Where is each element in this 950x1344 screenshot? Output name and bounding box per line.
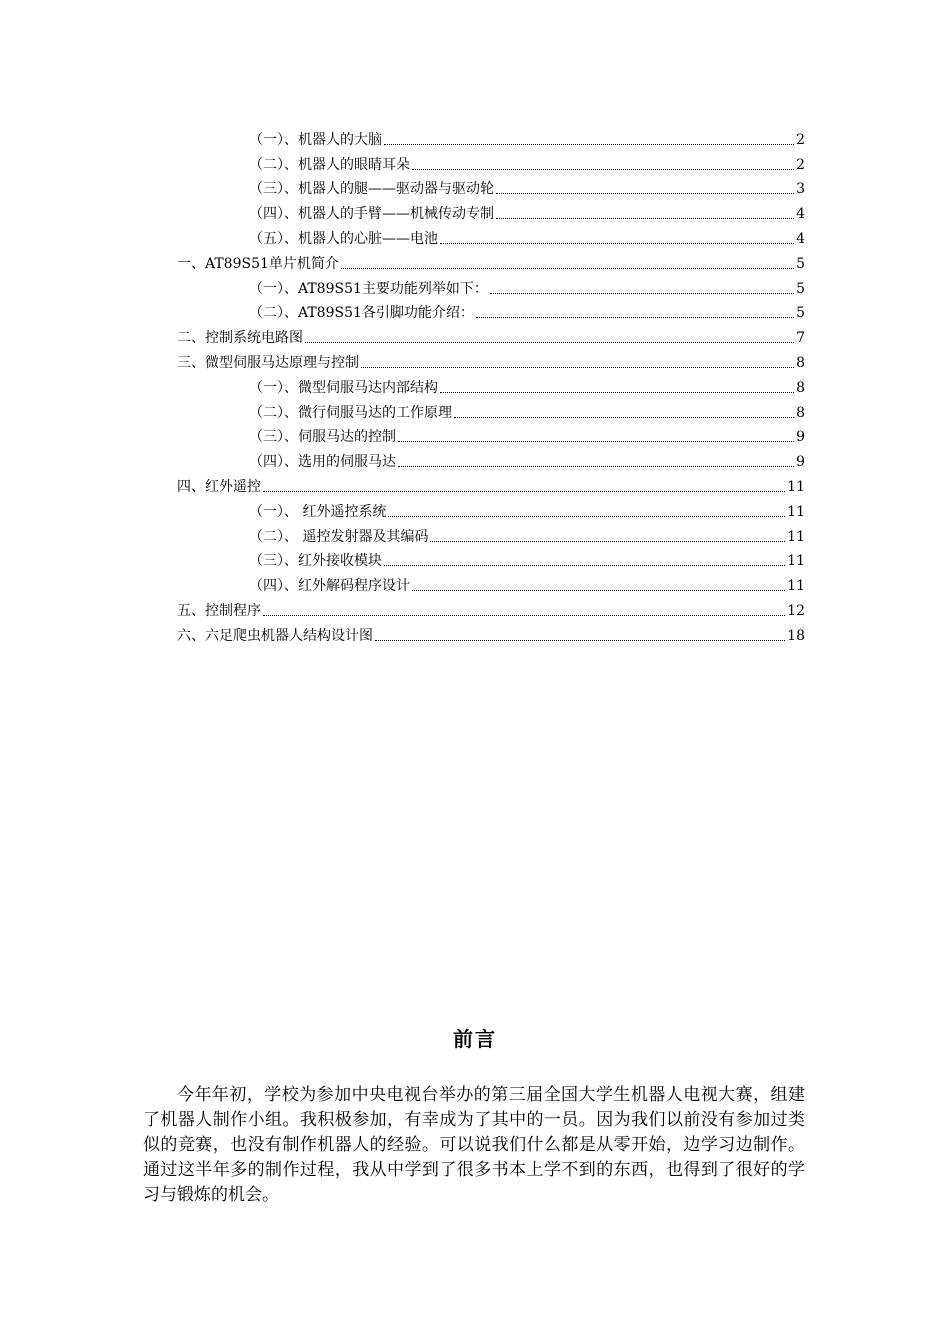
toc-dot-leader — [341, 268, 794, 269]
toc-entry-label: （一）、 红外遥控系统 — [249, 503, 387, 520]
toc-entry[interactable] — [0, 347, 805, 372]
toc-dot-leader — [263, 491, 785, 492]
toc-entry[interactable] — [0, 422, 805, 447]
toc-entry[interactable] — [0, 149, 805, 174]
toc-entry-label: （二）、AT89S51各引脚功能介绍： — [249, 305, 474, 322]
toc-dot-leader — [398, 441, 794, 442]
toc-dot-leader — [412, 590, 785, 591]
toc-entry-label: （一）、微型伺服马达内部结构 — [249, 379, 438, 396]
toc-entry-page-number: 2 — [796, 156, 805, 173]
toc-dot-leader — [490, 293, 794, 294]
toc-entry[interactable] — [0, 496, 805, 521]
toc-entry-page-number: 5 — [796, 280, 805, 297]
toc-entry[interactable] — [0, 620, 805, 645]
toc-entry-page-number: 12 — [787, 602, 805, 619]
toc-entry-page-number: 8 — [796, 404, 805, 421]
toc-dot-leader — [263, 615, 785, 616]
toc-entry-label: （二）、微行伺服马达的工作原理 — [249, 404, 452, 421]
toc-entry-page-number: 8 — [796, 354, 805, 371]
toc-entry-label: （二）、 遥控发射器及其编码 — [249, 528, 429, 545]
toc-entry-label: （三）、伺服马达的控制 — [249, 429, 396, 446]
toc-entry[interactable] — [0, 595, 805, 620]
toc-entry-label: 一、AT89S51单片机简介 — [177, 255, 339, 272]
toc-entry[interactable] — [0, 397, 805, 422]
toc-entry[interactable] — [0, 273, 805, 298]
toc-entry[interactable] — [0, 174, 805, 199]
table-of-contents — [0, 124, 950, 645]
toc-entry-label: 四、红外遥控 — [177, 478, 261, 495]
toc-entry[interactable] — [0, 322, 805, 347]
toc-entry[interactable] — [0, 570, 805, 595]
toc-dot-leader — [496, 218, 794, 219]
toc-entry-page-number: 2 — [796, 131, 805, 148]
toc-entry-label: 五、控制程序 — [177, 602, 261, 619]
toc-entry-page-number: 11 — [787, 503, 805, 520]
toc-entry-page-number: 3 — [796, 181, 805, 198]
toc-entry-page-number: 11 — [787, 478, 805, 495]
toc-dot-leader — [476, 317, 794, 318]
toc-entry-label: （四）、红外解码程序设计 — [249, 578, 410, 595]
toc-entry-page-number: 11 — [787, 578, 805, 595]
toc-dot-leader — [305, 342, 794, 343]
toc-entry-label: （五）、机器人的心脏——电池 — [249, 230, 438, 247]
toc-dot-leader — [440, 243, 794, 244]
toc-entry-page-number: 5 — [796, 255, 805, 272]
toc-entry-page-number: 7 — [796, 330, 805, 347]
toc-dot-leader — [384, 565, 785, 566]
toc-dot-leader — [361, 367, 794, 368]
toc-entry[interactable] — [0, 521, 805, 546]
toc-entry[interactable] — [0, 298, 805, 323]
toc-entry-label: （三）、机器人的腿——驱动器与驱动轮 — [249, 181, 494, 198]
preface-paragraph: 今年年初，学校为参加中央电视台举办的第三届全国大学生机器人电视大赛，组建了机器人制作小组。我积极参加，有幸成为了其中的一员。因为我们以前没有参加过类似的竞赛，也没有制作机器人的经验。可以说我们什么都是从零开始，边学习边制作。通过这半年多的制作过程，我从中学到了很多书本上学不到的东西，也得到了很好的学习与锻炼的机会。 — [143, 1085, 805, 1205]
toc-dot-leader — [384, 144, 794, 145]
toc-dot-leader — [454, 417, 794, 418]
toc-entry[interactable] — [0, 198, 805, 223]
toc-entry-page-number: 11 — [787, 528, 805, 545]
toc-dot-leader — [398, 466, 794, 467]
toc-dot-leader — [496, 193, 794, 194]
toc-entry[interactable] — [0, 223, 805, 248]
toc-entry-label: 三、微型伺服马达原理与控制 — [177, 354, 359, 371]
toc-dot-leader — [412, 169, 794, 170]
toc-entry[interactable] — [0, 248, 805, 273]
toc-entry-label: （二）、机器人的眼睛耳朵 — [249, 156, 410, 173]
toc-entry-label: （四）、选用的伺服马达 — [249, 454, 396, 471]
toc-entry-page-number: 4 — [796, 230, 805, 247]
toc-entry[interactable] — [0, 471, 805, 496]
toc-entry-page-number: 8 — [796, 379, 805, 396]
toc-entry-page-number: 9 — [796, 429, 805, 446]
toc-entry-page-number: 18 — [787, 627, 805, 644]
toc-entry[interactable] — [0, 446, 805, 471]
toc-entry-label: （一）、机器人的大脑 — [249, 131, 382, 148]
toc-dot-leader — [375, 640, 785, 641]
toc-entry-page-number: 11 — [787, 553, 805, 570]
preface-title: 前言 — [453, 1027, 497, 1051]
toc-dot-leader — [440, 392, 794, 393]
toc-entry-page-number: 9 — [796, 454, 805, 471]
toc-entry-label: 六、六足爬虫机器人结构设计图 — [177, 627, 373, 644]
toc-entry-page-number: 4 — [796, 206, 805, 223]
toc-dot-leader — [388, 516, 785, 517]
toc-entry-label: 二、控制系统电路图 — [177, 330, 303, 347]
toc-dot-leader — [430, 541, 785, 542]
toc-entry[interactable] — [0, 124, 805, 149]
toc-entry-page-number: 5 — [796, 305, 805, 322]
toc-entry[interactable] — [0, 372, 805, 397]
toc-entry[interactable] — [0, 546, 805, 571]
toc-entry-label: （三）、红外接收模块 — [249, 553, 382, 570]
toc-entry-label: （一）、AT89S51主要功能列举如下： — [249, 280, 488, 297]
toc-entry-label: （四）、机器人的手臂——机械传动专制 — [249, 206, 494, 223]
